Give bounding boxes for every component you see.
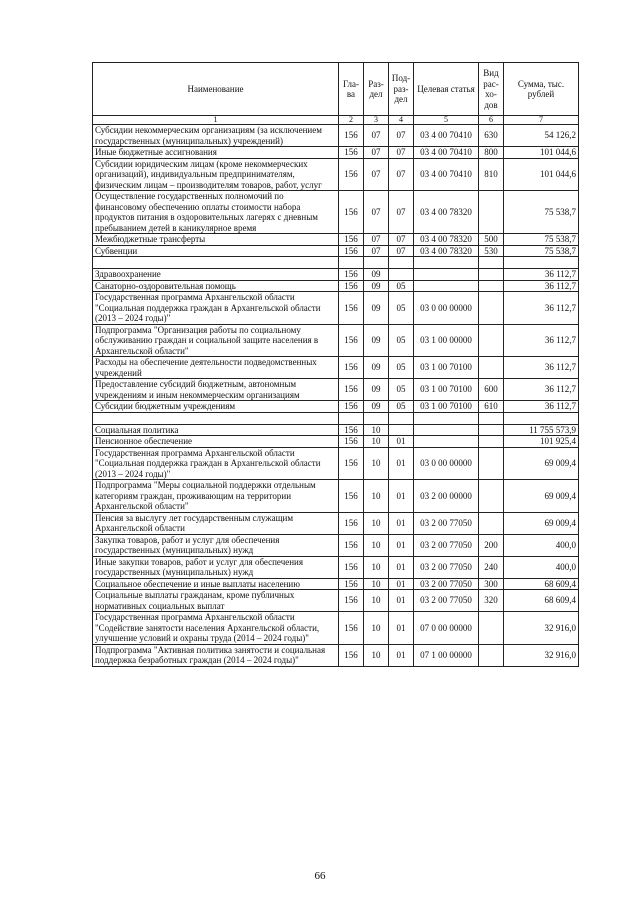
- row-vid-cell: 600: [479, 379, 504, 401]
- column-number: 4: [389, 116, 414, 125]
- row-summa-cell: 36 112,7: [504, 357, 579, 379]
- row-vid-cell: [479, 412, 504, 424]
- row-summa-cell: [504, 257, 579, 269]
- row-vid-cell: 500: [479, 234, 504, 246]
- row-summa-cell: 75 538,7: [504, 191, 579, 234]
- row-name-cell: Здравоохранение: [93, 269, 339, 281]
- row-summa-cell: 32 916,0: [504, 612, 579, 645]
- row-podrazdel-cell: 01: [389, 436, 414, 448]
- row-glava-cell: 156: [339, 245, 364, 257]
- table-row: [93, 191, 579, 234]
- table-row: [93, 292, 579, 325]
- row-summa-cell: 101 044,6: [504, 158, 579, 191]
- table-row: [93, 158, 579, 191]
- row-summa-cell: 68 609,4: [504, 590, 579, 612]
- row-vid-cell: [479, 436, 504, 448]
- header-summa: Сумма, тыс. рублей: [504, 63, 579, 116]
- row-statya-cell: [414, 436, 479, 448]
- row-glava-cell: 156: [339, 436, 364, 448]
- column-number: 5: [414, 116, 479, 125]
- row-glava-cell: [339, 412, 364, 424]
- row-name-cell: Пенсионное обеспечение: [93, 436, 339, 448]
- row-name-cell: Иные закупки товаров, работ и услуг для обеспечения государственных (муниципальных) нужд: [93, 556, 339, 578]
- row-vid-cell: 530: [479, 245, 504, 257]
- row-vid-cell: 810: [479, 158, 504, 191]
- row-razdel-cell: 09: [364, 357, 389, 379]
- row-statya-cell: 03 0 00 00000: [414, 292, 479, 325]
- row-name-cell: Государственная программа Архангельской области "Социальная поддержка граждан в Архангельской области (2013 – 2024 годы)": [93, 447, 339, 480]
- row-name-cell: [93, 257, 339, 269]
- row-razdel-cell: 10: [364, 612, 389, 645]
- table-row: [93, 245, 579, 257]
- row-name-cell: Государственная программа Архангельской области "Содействие занятости населения Архангельской области, улучшение условий и охраны труда (2014 – 2024 годы)": [93, 612, 339, 645]
- table-row: [93, 556, 579, 578]
- row-name-cell: Санаторно-оздоровительная помощь: [93, 280, 339, 292]
- row-podrazdel-cell: 01: [389, 534, 414, 556]
- row-statya-cell: 07 1 00 00000: [414, 644, 479, 666]
- row-summa-cell: 400,0: [504, 556, 579, 578]
- row-summa-cell: 400,0: [504, 534, 579, 556]
- row-vid-cell: [479, 480, 504, 513]
- row-razdel-cell: 07: [364, 125, 389, 147]
- row-statya-cell: 03 4 00 70410: [414, 158, 479, 191]
- row-vid-cell: [479, 280, 504, 292]
- row-glava-cell: 156: [339, 147, 364, 159]
- table-row: [93, 257, 579, 269]
- table-row: [93, 412, 579, 424]
- table-row: [93, 512, 579, 534]
- row-razdel-cell: [364, 412, 389, 424]
- row-podrazdel-cell: 05: [389, 379, 414, 401]
- row-glava-cell: 156: [339, 357, 364, 379]
- row-glava-cell: 156: [339, 269, 364, 281]
- row-statya-cell: 03 1 00 70100: [414, 357, 479, 379]
- column-number: 6: [479, 116, 504, 125]
- row-summa-cell: 69 009,4: [504, 480, 579, 513]
- row-razdel-cell: 07: [364, 158, 389, 191]
- row-summa-cell: 101 925,4: [504, 436, 579, 448]
- row-statya-cell: 03 4 00 78320: [414, 191, 479, 234]
- row-razdel-cell: 09: [364, 269, 389, 281]
- row-name-cell: Государственная программа Архангельской области "Социальная поддержка граждан в Архангельской области (2013 – 2024 годы)": [93, 292, 339, 325]
- row-statya-cell: 03 2 00 00000: [414, 480, 479, 513]
- row-name-cell: Социальные выплаты гражданам, кроме публичных нормативных социальных выплат: [93, 590, 339, 612]
- row-razdel-cell: [364, 257, 389, 269]
- header-podrazdel: Под-раз-дел: [389, 63, 414, 116]
- row-podrazdel-cell: 07: [389, 125, 414, 147]
- row-glava-cell: 156: [339, 590, 364, 612]
- row-podrazdel-cell: 01: [389, 556, 414, 578]
- row-glava-cell: 156: [339, 292, 364, 325]
- row-glava-cell: 156: [339, 556, 364, 578]
- table-row: [93, 534, 579, 556]
- row-podrazdel-cell: [389, 269, 414, 281]
- row-podrazdel-cell: 05: [389, 324, 414, 357]
- header-glava: Гла-ва: [339, 63, 364, 116]
- row-razdel-cell: 10: [364, 644, 389, 666]
- table-row: [93, 280, 579, 292]
- header-vid: Вид рас-хо-дов: [479, 63, 504, 116]
- row-name-cell: Подпрограмма "Организация работы по социальному обслуживанию граждан и социальной защите населения в Архангельской области": [93, 324, 339, 357]
- table-row: [93, 401, 579, 413]
- row-summa-cell: 11 755 573,9: [504, 424, 579, 436]
- row-name-cell: Субвенции: [93, 245, 339, 257]
- row-glava-cell: 156: [339, 158, 364, 191]
- row-summa-cell: 69 009,4: [504, 447, 579, 480]
- row-podrazdel-cell: 01: [389, 512, 414, 534]
- row-name-cell: Закупка товаров, работ и услуг для обеспечения государственных (муниципальных) нужд: [93, 534, 339, 556]
- row-name-cell: Иные бюджетные ассигнования: [93, 147, 339, 159]
- row-name-cell: Межбюджетные трансферты: [93, 234, 339, 246]
- row-name-cell: Социальная политика: [93, 424, 339, 436]
- row-glava-cell: 156: [339, 424, 364, 436]
- row-podrazdel-cell: 01: [389, 644, 414, 666]
- row-vid-cell: [479, 612, 504, 645]
- row-glava-cell: 156: [339, 234, 364, 246]
- row-glava-cell: 156: [339, 644, 364, 666]
- table-row: [93, 578, 579, 590]
- row-summa-cell: 36 112,7: [504, 324, 579, 357]
- table-row: [93, 357, 579, 379]
- row-podrazdel-cell: 01: [389, 447, 414, 480]
- row-summa-cell: 101 044,6: [504, 147, 579, 159]
- row-glava-cell: 156: [339, 125, 364, 147]
- row-statya-cell: 03 2 00 77050: [414, 578, 479, 590]
- row-razdel-cell: 07: [364, 191, 389, 234]
- row-statya-cell: 03 4 00 78320: [414, 234, 479, 246]
- table-row: [93, 590, 579, 612]
- row-razdel-cell: 09: [364, 324, 389, 357]
- row-vid-cell: 240: [479, 556, 504, 578]
- table-row: [93, 269, 579, 281]
- row-statya-cell: 03 2 00 77050: [414, 512, 479, 534]
- column-number: 7: [504, 116, 579, 125]
- row-podrazdel-cell: [389, 412, 414, 424]
- row-podrazdel-cell: 01: [389, 578, 414, 590]
- row-summa-cell: 36 112,7: [504, 292, 579, 325]
- table-row: [93, 379, 579, 401]
- row-razdel-cell: 09: [364, 379, 389, 401]
- table-row: [93, 424, 579, 436]
- row-statya-cell: 03 2 00 77050: [414, 556, 479, 578]
- row-statya-cell: 03 2 00 77050: [414, 590, 479, 612]
- row-podrazdel-cell: 07: [389, 234, 414, 246]
- row-statya-cell: [414, 280, 479, 292]
- row-vid-cell: 300: [479, 578, 504, 590]
- row-vid-cell: 630: [479, 125, 504, 147]
- budget-table: [92, 62, 579, 667]
- row-vid-cell: [479, 257, 504, 269]
- table-row: [93, 480, 579, 513]
- header-razdel: Раз-дел: [364, 63, 389, 116]
- row-razdel-cell: 07: [364, 245, 389, 257]
- row-razdel-cell: 07: [364, 234, 389, 246]
- table-row: [93, 125, 579, 147]
- row-summa-cell: 32 916,0: [504, 644, 579, 666]
- row-podrazdel-cell: 07: [389, 158, 414, 191]
- row-statya-cell: [414, 257, 479, 269]
- table-row: [93, 324, 579, 357]
- row-podrazdel-cell: 01: [389, 590, 414, 612]
- row-glava-cell: 156: [339, 578, 364, 590]
- row-summa-cell: 36 112,7: [504, 269, 579, 281]
- header-name: Наименование: [93, 63, 339, 116]
- row-podrazdel-cell: 07: [389, 191, 414, 234]
- table-row: [93, 436, 579, 448]
- row-vid-cell: 320: [479, 590, 504, 612]
- row-statya-cell: 07 0 00 00000: [414, 612, 479, 645]
- table-row: [93, 147, 579, 159]
- row-vid-cell: [479, 447, 504, 480]
- row-name-cell: Субсидии юридическим лицам (кроме некоммерческих организаций), индивидуальным предпринимателям, физическим лицам – производителям товаров, работ, услуг: [93, 158, 339, 191]
- row-podrazdel-cell: 07: [389, 245, 414, 257]
- row-statya-cell: 03 0 00 00000: [414, 447, 479, 480]
- row-podrazdel-cell: 05: [389, 292, 414, 325]
- row-podrazdel-cell: 05: [389, 401, 414, 413]
- row-summa-cell: 54 126,2: [504, 125, 579, 147]
- table-row: [93, 612, 579, 645]
- row-glava-cell: 156: [339, 534, 364, 556]
- row-podrazdel-cell: 01: [389, 480, 414, 513]
- row-glava-cell: [339, 257, 364, 269]
- row-summa-cell: 75 538,7: [504, 245, 579, 257]
- row-podrazdel-cell: [389, 257, 414, 269]
- row-name-cell: Осуществление государственных полномочий по финансовому обеспечению оплаты стоимости набора продуктов питания в оздоровительных лагерях с дневным пребыванием детей в каникулярное время: [93, 191, 339, 234]
- row-summa-cell: [504, 412, 579, 424]
- row-statya-cell: 03 4 00 70410: [414, 147, 479, 159]
- row-podrazdel-cell: 05: [389, 280, 414, 292]
- row-name-cell: Подпрограмма "Активная политика занятости и социальная поддержка безработных граждан (2014 – 2024 годы)": [93, 644, 339, 666]
- row-vid-cell: [479, 424, 504, 436]
- row-summa-cell: 75 538,7: [504, 234, 579, 246]
- column-numbers-row: [93, 116, 579, 125]
- row-name-cell: Предоставление субсидий бюджетным, автономным учреждениям и иным некоммерческим организациям: [93, 379, 339, 401]
- row-vid-cell: [479, 357, 504, 379]
- row-razdel-cell: 10: [364, 424, 389, 436]
- row-razdel-cell: 10: [364, 534, 389, 556]
- row-summa-cell: 36 112,7: [504, 379, 579, 401]
- row-razdel-cell: 09: [364, 292, 389, 325]
- row-podrazdel-cell: 01: [389, 612, 414, 645]
- row-glava-cell: 156: [339, 447, 364, 480]
- row-glava-cell: 156: [339, 324, 364, 357]
- row-glava-cell: 156: [339, 401, 364, 413]
- row-razdel-cell: 10: [364, 590, 389, 612]
- page-number: 66: [314, 870, 326, 882]
- row-statya-cell: [414, 412, 479, 424]
- row-summa-cell: 36 112,7: [504, 401, 579, 413]
- row-statya-cell: 03 2 00 77050: [414, 534, 479, 556]
- row-name-cell: Социальное обеспечение и иные выплаты населению: [93, 578, 339, 590]
- row-vid-cell: 610: [479, 401, 504, 413]
- row-razdel-cell: 07: [364, 147, 389, 159]
- row-glava-cell: 156: [339, 612, 364, 645]
- row-vid-cell: [479, 324, 504, 357]
- column-number: 1: [93, 116, 339, 125]
- row-glava-cell: 156: [339, 379, 364, 401]
- row-statya-cell: 03 1 00 70100: [414, 401, 479, 413]
- row-statya-cell: [414, 424, 479, 436]
- row-statya-cell: 03 4 00 70410: [414, 125, 479, 147]
- row-razdel-cell: 10: [364, 578, 389, 590]
- row-name-cell: Субсидии некоммерческим организациям (за исключением государственных (муниципальных) учреждений): [93, 125, 339, 147]
- row-name-cell: Субсидии бюджетным учреждениям: [93, 401, 339, 413]
- row-vid-cell: [479, 292, 504, 325]
- row-summa-cell: 36 112,7: [504, 280, 579, 292]
- row-statya-cell: 03 1 00 00000: [414, 324, 479, 357]
- row-glava-cell: 156: [339, 480, 364, 513]
- row-razdel-cell: 10: [364, 556, 389, 578]
- row-podrazdel-cell: [389, 424, 414, 436]
- table-row: [93, 234, 579, 246]
- row-razdel-cell: 10: [364, 480, 389, 513]
- row-glava-cell: 156: [339, 280, 364, 292]
- row-name-cell: Пенсия за выслугу лет государственным служащим Архангельской области: [93, 512, 339, 534]
- row-razdel-cell: 10: [364, 436, 389, 448]
- row-vid-cell: [479, 269, 504, 281]
- row-glava-cell: 156: [339, 512, 364, 534]
- column-number: 2: [339, 116, 364, 125]
- table-body: [93, 116, 579, 667]
- row-statya-cell: 03 1 00 70100: [414, 379, 479, 401]
- row-summa-cell: 69 009,4: [504, 512, 579, 534]
- row-razdel-cell: 09: [364, 401, 389, 413]
- row-razdel-cell: 10: [364, 447, 389, 480]
- row-name-cell: Подпрограмма "Меры социальной поддержки отдельным категориям граждан, проживающим на территории Архангельской области": [93, 480, 339, 513]
- row-podrazdel-cell: 05: [389, 357, 414, 379]
- row-razdel-cell: 10: [364, 512, 389, 534]
- table-row: [93, 644, 579, 666]
- row-glava-cell: 156: [339, 191, 364, 234]
- row-name-cell: [93, 412, 339, 424]
- column-number: 3: [364, 116, 389, 125]
- header-row: [93, 63, 579, 116]
- row-vid-cell: [479, 191, 504, 234]
- row-name-cell: Расходы на обеспечение деятельности подведомственных учреждений: [93, 357, 339, 379]
- row-razdel-cell: 09: [364, 280, 389, 292]
- row-vid-cell: [479, 512, 504, 534]
- row-statya-cell: [414, 269, 479, 281]
- table-row: [93, 447, 579, 480]
- row-vid-cell: 200: [479, 534, 504, 556]
- row-vid-cell: [479, 644, 504, 666]
- row-summa-cell: 68 609,4: [504, 578, 579, 590]
- header-statya: Целевая статья: [414, 63, 479, 116]
- row-statya-cell: 03 4 00 78320: [414, 245, 479, 257]
- row-podrazdel-cell: 07: [389, 147, 414, 159]
- row-vid-cell: 800: [479, 147, 504, 159]
